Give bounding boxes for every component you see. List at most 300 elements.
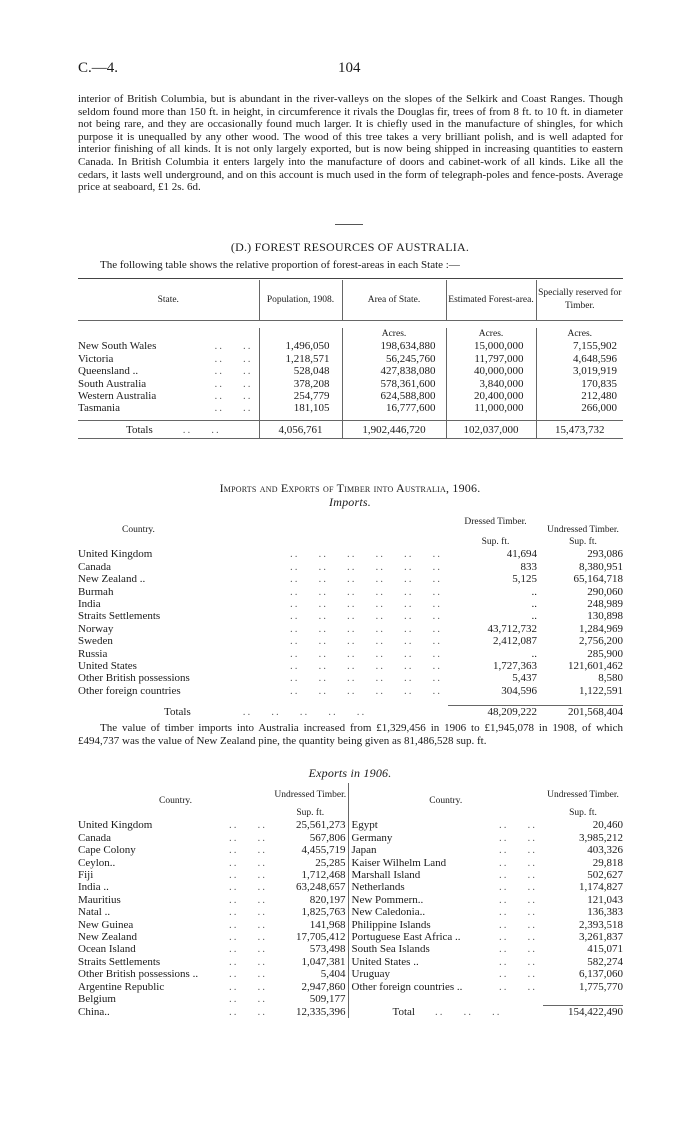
country-name-cell <box>348 968 543 980</box>
table-cell: 25,561,273 <box>273 819 348 831</box>
section-d-title: (D.) FOREST RESOURCES OF AUSTRALIA. <box>230 240 470 254</box>
table-cell: 29,818 <box>592 856 623 869</box>
table-cell: 20,460 <box>592 819 623 832</box>
country-name-cell <box>78 1006 273 1019</box>
table-cell: 3,840,000 <box>446 378 536 390</box>
country-name: New Pommern.. <box>351 893 424 906</box>
table-row <box>78 353 623 365</box>
country-name: Natal .. <box>78 906 111 919</box>
table-cell: 8,380,951 <box>579 560 623 573</box>
col-header-undressed: Undressed Timber. <box>547 789 619 800</box>
leader-dots: .. .. <box>499 844 537 857</box>
country-name-cell <box>78 943 273 955</box>
total-value: 1,902,446,720 <box>342 421 446 439</box>
table-row <box>78 340 623 352</box>
country-name: Other British possessions <box>78 672 190 685</box>
country-name-cell <box>78 881 273 893</box>
state-name: South Australia <box>78 377 147 390</box>
leader-dots: .. .. <box>214 340 253 353</box>
table-cell: 8,580 <box>598 672 623 685</box>
table-cell: 573,498 <box>273 943 348 955</box>
country-name: Straits Settlements <box>78 955 161 968</box>
country-name: India .. <box>78 881 109 894</box>
table-row <box>78 672 623 684</box>
country-name-cell <box>78 598 448 610</box>
table-cell: 415,071 <box>587 943 623 956</box>
state-name-cell <box>78 402 259 414</box>
table-row <box>78 919 623 931</box>
state-name-cell <box>78 390 259 402</box>
country-name: United Kingdom <box>78 548 153 561</box>
country-name-cell <box>348 931 543 943</box>
table-cell: 2,412,087 <box>493 635 537 648</box>
leader-dots: .. .. <box>229 831 267 844</box>
country-name-cell <box>78 648 448 660</box>
table-cell: 20,400,000 <box>446 390 536 402</box>
leader-dots: .. .. <box>499 931 537 944</box>
total-value: 15,473,732 <box>555 423 605 436</box>
col-header-undressed: Undressed Timber. <box>547 524 619 535</box>
table-cell: 582,274 <box>587 955 623 968</box>
leader-dots: .. .. <box>229 943 267 956</box>
table-cell: 4,455,719 <box>273 844 348 856</box>
totals-row: Totals .. .. 4,056,761 1,902,446,720 102,037,000 15,473,732 <box>78 421 623 439</box>
table-cell: 1,122,591 <box>579 684 623 697</box>
country-name-cell <box>348 844 543 856</box>
col-header-undressed: Undressed Timber. <box>273 783 348 807</box>
total-label: Total <box>392 1005 415 1018</box>
table-row <box>78 931 623 943</box>
leader-dots: .. .. .. .. .. .. <box>290 672 442 685</box>
table-cell: 56,245,760 <box>342 353 446 365</box>
country-name-cell <box>348 881 543 893</box>
leader-dots: .. .. <box>499 980 537 993</box>
leader-dots: .. .. <box>499 881 537 894</box>
leader-dots: .. .. .. .. .. .. <box>290 647 442 660</box>
country-name-cell <box>78 857 273 869</box>
leader-dots: .. .. <box>499 819 537 832</box>
table-cell: 16,777,600 <box>342 402 446 414</box>
table-cell: .. <box>531 647 537 660</box>
leader-dots: .. .. .. .. .. .. <box>290 573 442 586</box>
table-cell: 528,048 <box>259 365 342 377</box>
unit-label: Sup. ft. <box>273 807 348 819</box>
leader-dots: .. .. <box>229 881 267 894</box>
country-name: Straits Settlements <box>78 610 161 623</box>
table-cell: 65,164,718 <box>573 573 623 586</box>
leader-dots: .. .. <box>499 869 537 882</box>
state-name: Western Australia <box>78 390 157 403</box>
country-name-cell <box>78 672 448 684</box>
country-name-cell <box>78 919 273 931</box>
imports-exports-title: Imports and Exports of Timber into Australia, 1906. <box>219 481 481 495</box>
country-name: Other foreign countries <box>78 684 181 697</box>
table-cell: .. <box>531 585 537 598</box>
unit-label: Acres. <box>446 328 536 340</box>
leader-dots: .. .. <box>229 893 267 906</box>
table-row <box>78 548 623 560</box>
country-name: Mauritius <box>78 893 121 906</box>
state-name-cell <box>78 353 259 365</box>
leader-dots: .. .. <box>499 955 537 968</box>
leader-dots: .. .. .. .. .. .. <box>290 660 442 673</box>
country-name-cell <box>348 919 543 931</box>
table-row <box>78 956 623 968</box>
table-row <box>78 598 623 610</box>
table-cell: 2,756,200 <box>579 635 623 648</box>
country-name: Canada <box>78 560 111 573</box>
table-row <box>78 390 623 402</box>
country-name: Uruguay <box>351 968 390 981</box>
leader-dots: .. .. <box>229 968 267 981</box>
country-name-cell <box>78 981 273 993</box>
table-row <box>78 981 623 993</box>
table-cell: 5,125 <box>512 573 537 586</box>
country-name: United States <box>78 660 137 673</box>
table-cell: 41,694 <box>506 548 537 561</box>
table-cell: 130,898 <box>587 610 623 623</box>
table-cell: 1,775,770 <box>579 980 623 993</box>
table-row <box>78 623 623 635</box>
table-cell: 121,043 <box>587 893 623 906</box>
leader-dots: .. .. <box>499 831 537 844</box>
country-name-cell <box>78 685 448 697</box>
table-cell: 1,496,050 <box>259 340 342 352</box>
country-name-cell <box>348 857 543 869</box>
table-cell: 304,596 <box>501 684 537 697</box>
country-name: Philippine Islands <box>351 918 431 931</box>
imports-totals-row: Totals .. .. .. .. .. 48,209,222 201,568,404 <box>164 705 623 718</box>
leader-dots: .. .. <box>229 844 267 857</box>
table-cell: 820,197 <box>273 894 348 906</box>
section-d-intro: The following table shows the relative proportion of forest-areas in each State :— <box>100 259 460 271</box>
table-cell: 3,019,919 <box>573 365 617 378</box>
table-cell: 43,712,732 <box>487 622 537 635</box>
country-name-cell <box>78 832 273 844</box>
state-name-cell <box>78 340 259 352</box>
leader-dots: .. .. <box>229 955 267 968</box>
country-name: United States .. <box>351 955 419 968</box>
table-cell: .. <box>531 598 537 611</box>
section-divider <box>335 224 363 225</box>
country-name: Burmah <box>78 585 114 598</box>
country-name-cell <box>78 586 448 598</box>
table-row <box>78 894 623 906</box>
country-name-cell <box>348 981 543 993</box>
country-name-cell <box>348 869 543 881</box>
table-cell: 293,086 <box>587 548 623 561</box>
table-cell: 509,177 <box>273 993 348 1005</box>
state-name: Tasmania <box>78 402 120 415</box>
table-cell: 6,137,060 <box>579 968 623 981</box>
country-name: South Sea Islands <box>351 943 430 956</box>
country-name-cell <box>78 660 448 672</box>
table-row <box>78 610 623 622</box>
table-row <box>78 365 623 377</box>
table-row <box>78 378 623 390</box>
leader-dots: .. .. <box>499 856 537 869</box>
table-cell: 11,000,000 <box>446 402 536 414</box>
table-cell: 170,835 <box>581 377 617 390</box>
unit-label: Acres. <box>567 329 593 339</box>
leader-dots: .. .. <box>229 918 267 931</box>
table-cell: 5,404 <box>273 968 348 980</box>
leader-dots: .. .. <box>499 968 537 981</box>
col-header-country: Country. <box>429 795 463 806</box>
state-name: Victoria <box>78 352 114 365</box>
table-cell: 1,284,969 <box>579 622 623 635</box>
leader-dots: .. .. <box>214 352 253 365</box>
leader-dots: .. .. <box>214 365 253 378</box>
table-cell: 427,838,080 <box>342 365 446 377</box>
col-header-area: Area of State. <box>342 280 446 320</box>
leader-dots: .. .. <box>229 869 267 882</box>
leader-dots: .. .. <box>229 1005 267 1018</box>
leader-dots: .. .. <box>499 918 537 931</box>
col-header-population: Population, 1908. <box>259 280 342 320</box>
leader-dots: .. .. <box>229 906 267 919</box>
unit-label: Sup. ft. <box>481 537 510 547</box>
leader-dots: .. .. <box>229 980 267 993</box>
country-name-cell <box>78 573 448 585</box>
leader-dots: .. .. <box>214 390 253 403</box>
table-cell: 1,712,468 <box>273 869 348 881</box>
country-name: Other foreign countries .. <box>351 980 463 993</box>
table-cell: 1,047,381 <box>273 956 348 968</box>
leader-dots: .. .. <box>499 906 537 919</box>
leader-dots: .. .. .. .. .. .. <box>290 598 442 611</box>
country-name-cell <box>78 548 448 560</box>
country-name: New Zealand <box>78 931 137 944</box>
country-name: New Guinea <box>78 918 134 931</box>
total-value: 48,209,222 <box>487 705 537 718</box>
table-cell: 1,825,763 <box>273 906 348 918</box>
imports-table <box>78 508 623 718</box>
table-row <box>78 648 623 660</box>
country-name: Fiji <box>78 869 94 882</box>
col-header-forest-area: Estimated Forest-area. <box>446 280 536 320</box>
country-name: Russia <box>78 647 108 660</box>
leader-dots: .. .. <box>214 402 253 415</box>
col-header-state: State. <box>78 280 259 320</box>
table-row <box>78 943 623 955</box>
table-row <box>78 561 623 573</box>
leader-dots: .. .. .. .. .. .. <box>290 684 442 697</box>
leader-dots: .. .. <box>499 943 537 956</box>
table-cell: 248,989 <box>587 598 623 611</box>
table-row <box>78 869 623 881</box>
country-name: Kaiser Wilhelm Land <box>351 856 447 869</box>
table-cell: 40,000,000 <box>446 365 536 377</box>
unit-label: Acres. <box>342 328 446 340</box>
table-row <box>78 906 623 918</box>
leader-dots: .. .. .. .. .. .. <box>290 622 442 635</box>
total-value: 4,056,761 <box>259 421 342 439</box>
country-name-cell <box>78 894 273 906</box>
table-cell: 2,393,518 <box>579 918 623 931</box>
country-name: Argentine Republic <box>78 980 165 993</box>
table-rule-top <box>78 278 623 279</box>
leader-dots: .. .. .. .. .. .. <box>290 585 442 598</box>
imports-totals-label: Totals <box>164 705 191 718</box>
imports-subtitle: Imports. <box>329 495 371 509</box>
country-name: New Zealand .. <box>78 573 146 586</box>
country-name: Egypt <box>351 819 378 832</box>
leader-dots: .. .. .. <box>434 1005 502 1018</box>
table-row <box>78 573 623 585</box>
table-cell: 2,947,860 <box>273 981 348 993</box>
table-cell: 7,155,902 <box>573 340 617 353</box>
table-cell: 198,634,880 <box>342 340 446 352</box>
country-name-cell <box>348 894 543 906</box>
total-value: 201,568,404 <box>568 705 623 718</box>
table-row <box>78 1006 623 1019</box>
col-header-dressed: Dressed Timber. <box>464 516 527 527</box>
table-row <box>78 857 623 869</box>
country-name-cell <box>78 610 448 622</box>
state-name-cell <box>78 378 259 390</box>
country-name: Ocean Island <box>78 943 136 956</box>
country-name: Canada <box>78 831 111 844</box>
country-name: Marshall Island <box>351 869 421 882</box>
country-name-cell <box>78 931 273 943</box>
table-cell: 624,588,800 <box>342 390 446 402</box>
table-row <box>78 844 623 856</box>
table-cell: 833 <box>520 560 537 573</box>
country-name-cell <box>348 832 543 844</box>
country-name-cell <box>348 819 543 831</box>
table-cell: 121,601,462 <box>568 660 623 673</box>
table-cell: 403,326 <box>587 844 623 857</box>
table-cell: 254,779 <box>259 390 342 402</box>
col-header-country: Country. <box>159 795 192 806</box>
country-name: Germany <box>351 831 393 844</box>
table-cell: 17,705,412 <box>273 931 348 943</box>
country-name-cell <box>78 561 448 573</box>
table-cell: 15,000,000 <box>446 340 536 352</box>
table-cell: 181,105 <box>259 402 342 414</box>
state-name: Queensland .. <box>78 365 139 378</box>
country-name: Sweden <box>78 635 113 648</box>
leader-dots: .. .. <box>499 893 537 906</box>
country-name-cell <box>78 993 273 1005</box>
table-row <box>78 635 623 647</box>
table-cell: 502,627 <box>587 869 623 882</box>
forest-resources-table <box>78 280 623 439</box>
country-name-cell <box>78 819 273 831</box>
leader-dots: .. .. .. .. .. .. <box>290 610 442 623</box>
country-name: China.. <box>78 1005 110 1018</box>
country-name: Other British possessions .. <box>78 968 199 981</box>
leader-dots: .. .. .. .. .. .. <box>290 548 442 561</box>
country-name: New Caledonia.. <box>351 906 426 919</box>
country-name: Belgium <box>78 993 116 1006</box>
table-cell: 378,208 <box>259 378 342 390</box>
table-cell: 4,648,596 <box>573 352 617 365</box>
table-cell: 1,218,571 <box>259 353 342 365</box>
country-name-cell <box>78 844 273 856</box>
unit-label: Sup. ft. <box>569 808 597 818</box>
unit-label: Sup. ft. <box>569 537 597 547</box>
table-cell: 3,985,212 <box>579 831 623 844</box>
table-cell: 12,335,396 <box>273 1006 348 1019</box>
table-cell: 3,261,837 <box>579 931 623 944</box>
table-row <box>78 660 623 672</box>
country-name-cell <box>78 869 273 881</box>
table-row <box>78 968 623 980</box>
imports-note: The value of timber imports into Australia increased from £1,329,456 in 1906 to £1,945,078 in 1908, of which £494,737 was the value of New Zealand pine, the quantity being given as 81,486,528 sup. ft. <box>78 722 623 747</box>
leader-dots: .. .. <box>229 931 267 944</box>
table-cell: 285,900 <box>587 647 623 660</box>
col-header-reserved: Specially reserved for Timber. <box>538 288 622 311</box>
table-row <box>78 685 623 697</box>
table-cell: 1,174,827 <box>579 881 623 894</box>
total-value: 102,037,000 <box>446 421 536 439</box>
table-cell: 25,285 <box>273 857 348 869</box>
totals-label: Totals <box>126 423 153 436</box>
state-name: New South Wales <box>78 340 157 353</box>
table-cell: 266,000 <box>581 402 617 415</box>
country-name: Norway <box>78 622 114 635</box>
country-name-cell <box>78 956 273 968</box>
country-name-cell <box>78 968 273 980</box>
total-value: 154,422,490 <box>568 1006 623 1018</box>
table-cell: 141,968 <box>273 919 348 931</box>
col-header-country: Country. <box>122 524 155 535</box>
country-name: Cape Colony <box>78 844 136 857</box>
table-row <box>78 586 623 598</box>
table-cell: 290,060 <box>587 585 623 598</box>
page-number: 104 <box>338 60 361 76</box>
total-label-cell <box>348 1006 543 1019</box>
table-row <box>78 832 623 844</box>
country-name-cell <box>78 635 448 647</box>
table-row <box>78 881 623 893</box>
table-cell: 11,797,000 <box>446 353 536 365</box>
total-rule <box>543 993 623 1005</box>
leader-dots: .. .. <box>229 993 267 1006</box>
leader-dots: .. .. .. .. .. .. <box>290 560 442 573</box>
country-name-cell <box>348 943 543 955</box>
leader-dots: .. .. <box>229 819 267 832</box>
leader-dots: .. .. .. .. .. .. <box>290 635 442 648</box>
table-cell: 136,383 <box>587 906 623 919</box>
table-cell: 63,248,657 <box>273 881 348 893</box>
table-cell: 5,437 <box>512 672 537 685</box>
country-name-cell <box>348 956 543 968</box>
country-name-cell <box>348 906 543 918</box>
table-cell: .. <box>531 610 537 623</box>
table-cell: 578,361,600 <box>342 378 446 390</box>
country-name: Portuguese East Africa .. <box>351 931 461 944</box>
country-name-cell <box>78 623 448 635</box>
country-name: United Kingdom <box>78 819 153 832</box>
state-name-cell <box>78 365 259 377</box>
leader-dots: .. .. <box>214 377 253 390</box>
country-name-cell <box>78 906 273 918</box>
table-cell: 567,806 <box>273 832 348 844</box>
table-cell: 212,480 <box>581 390 617 403</box>
country-name: Ceylon.. <box>78 856 116 869</box>
table-row <box>78 819 623 831</box>
exports-table <box>78 783 623 1018</box>
table-row <box>78 993 623 1005</box>
table-row <box>78 402 623 414</box>
document-reference: C.—4. <box>78 60 119 76</box>
country-name: Japan <box>351 844 377 857</box>
exports-title: Exports in 1906. <box>308 766 392 780</box>
country-name: India <box>78 598 101 611</box>
